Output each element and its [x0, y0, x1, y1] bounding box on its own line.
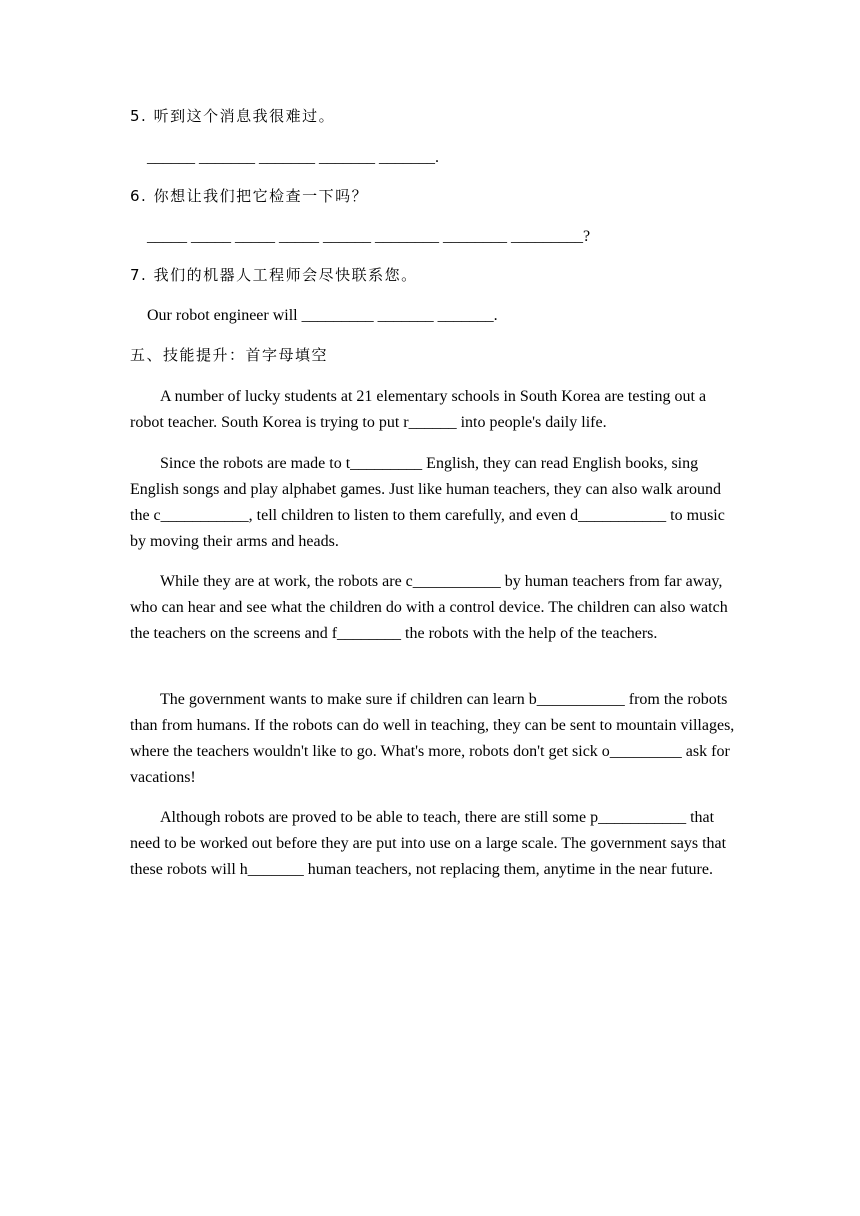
passage-paragraph-4: The government wants to make sure if children can learn b___________ from the robots than from humans. If the robots can do well in teaching, they can be sent to mountain villages, where the teachers wouldn't like to go. What's more, robots don't get sick o_________ ask for vacations!: [130, 691, 735, 786]
section-title: 五、技能提升：首字母填空: [130, 346, 329, 364]
question-7-prompt: 7. 我们的机器人工程师会尽快联系您。: [130, 266, 418, 284]
question-6-prompt: 6. 你想让我们把它检查一下吗？: [130, 187, 369, 205]
passage-paragraph-1: A number of lucky students at 21 elementary schools in South Korea are testing out a robot teacher. South Korea is trying to put r______ into people's daily life.: [130, 388, 707, 431]
passage-paragraph-3: While they are at work, the robots are c___________ by human teachers from far away, who can hear and see what the children do with a control device. The children can also watch the teachers on the screens and f________ the robots with the help of the teachers.: [130, 573, 728, 642]
question-6-answer-blanks: _____ _____ _____ _____ ______ ________ ________ _________?: [147, 228, 591, 245]
passage-paragraph-2: Since the robots are made to t_________ English, they can read English books, sing English songs and play alphabet games. Just like human teachers, they can also walk around the c___________, tell children to listen to them carefully, and even d___________ to music by moving their arms and heads.: [130, 455, 725, 550]
passage-paragraph-5: Although robots are proved to be able to teach, there are still some p___________ that need to be worked out before they are put into use on a large scale. The government says that these robots will h_______ human teachers, not replacing them, anytime in the near future.: [130, 809, 727, 878]
question-5-prompt: 5. 听到这个消息我很难过。: [130, 107, 336, 125]
question-5-answer-blanks: ______ _______ _______ _______ _______.: [147, 149, 439, 166]
question-7-answer: Our robot engineer will _________ _______ _______.: [147, 307, 498, 324]
